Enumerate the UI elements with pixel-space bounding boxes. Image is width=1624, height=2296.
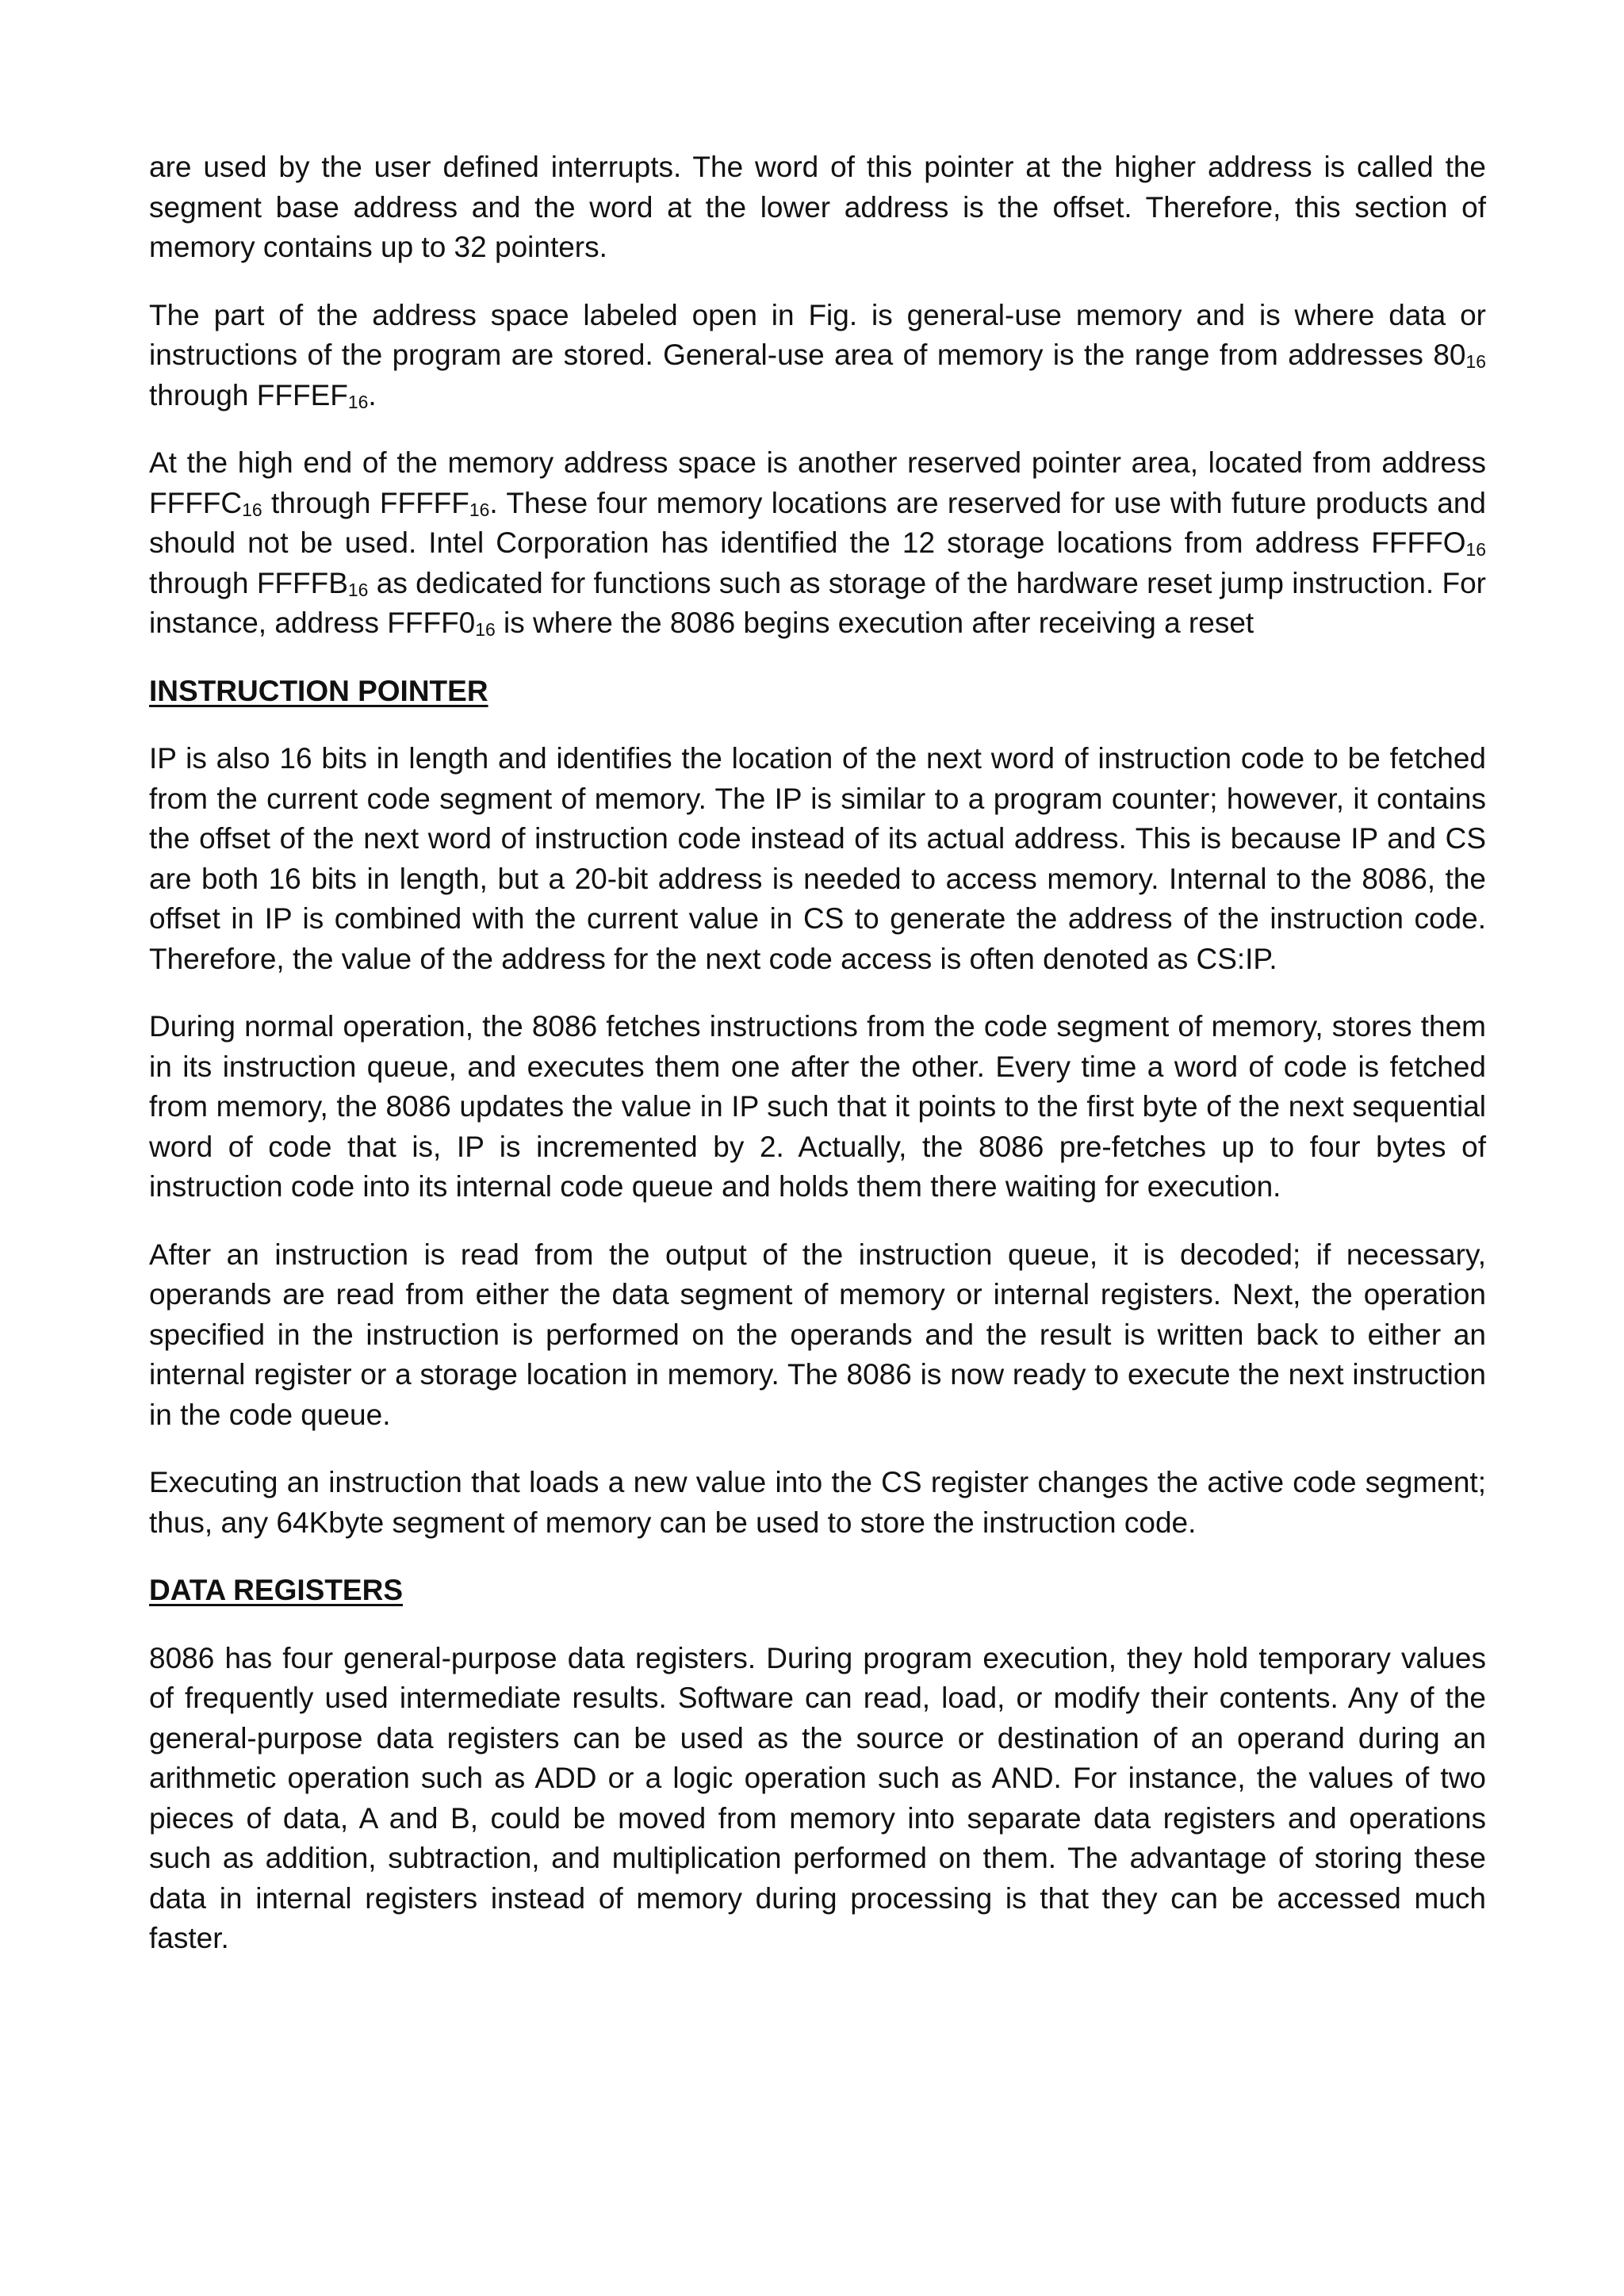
document-page xyxy=(149,147,1486,1987)
subscript: 16 xyxy=(469,499,490,520)
text-run: . xyxy=(368,378,377,411)
paragraph-reserved-pointer-area xyxy=(149,443,1486,644)
subscript: 16 xyxy=(475,619,496,641)
paragraph-normal-operation: During normal operation, the 8086 fetches instructions from the code segment of memory, stores them in its instruction queue, and executes them one after the other. Every time a word of code is fetched from memory, the 8086 updates the value in IP such that it points to the first byte of the next sequential word of code that is, IP is incremented by 2. Actually, the 8086 pre-fetches up to four bytes of instruction code into its internal code queue and holds them there waiting for execution. xyxy=(149,1010,1486,1203)
paragraph-interrupt-pointers: are used by the user defined interrupts. The word of this pointer at the higher address is called the segment base address and the word at the lower address is the offset. Therefore, this section of memory contains up to 32 pointers. xyxy=(149,151,1486,263)
subscript: 16 xyxy=(347,579,369,600)
text-run: is where the 8086 begins execution after receiving a reset xyxy=(495,607,1254,639)
text-run: . These four memory locations are reserved for use with future products and should not be used. Intel Corporation has identified the 12 storage locations from address FFFFO xyxy=(149,486,1486,559)
paragraph-data-registers: 8086 has four general-purpose data registers. During program execution, they hold temporary values of frequently used intermediate results. Software can read, load, or modify their contents. Any of the general-purpose data registers can be used as the source or destination of an operand during an arithmetic operation such as ADD or a logic operation such as AND. For instance, the values of two pieces of data, A and B, could be moved from memory into separate data registers and operations such as addition, subtraction, and multiplication performed on them. The advantage of storing these data in internal registers instead of memory during processing is that they can be accessed much faster. xyxy=(149,1641,1486,1954)
text-run: through FFFEF xyxy=(149,378,348,411)
paragraph-general-use-memory xyxy=(149,296,1486,416)
text-run: At the high end of the memory address space is another reserved pointer area, located from address FFFFC xyxy=(149,446,1486,519)
subscript: 16 xyxy=(347,391,369,412)
paragraph-cs-register: Executing an instruction that loads a new value into the CS register changes the active code segment; thus, any 64Kbyte segment of memory can be used to store the instruction code. xyxy=(149,1466,1486,1539)
subscript: 16 xyxy=(1465,539,1486,561)
subscript: 16 xyxy=(242,499,262,520)
text-run: The part of the address space labeled open in Fig. is general-use memory and is where data or instructions of the program are stored. General-use area of memory is the range from addresses 80 xyxy=(149,298,1486,371)
text-run: through FFFFB xyxy=(149,566,348,599)
text-run: as dedicated for functions such as storage of the hardware reset jump instruction. For instance, address FFFF0 xyxy=(149,566,1486,639)
text-run: through FFFFF xyxy=(262,486,469,519)
paragraph-ip-description: IP is also 16 bits in length and identifies the location of the next word of instruction code to be fetched from the current code segment of memory. The IP is similar to a program counter; however, it contains the offset of the next word of instruction code instead of its actual address. This is because IP and CS are both 16 bits in length, but a 20-bit address is needed to access memory. Internal to the 8086, the offset in IP is combined with the current value in CS to generate the address of the instruction code. Therefore, the value of the address for the next code access is often denoted as CS:IP. xyxy=(149,742,1486,975)
heading-data-registers: DATA REGISTERS xyxy=(149,1574,403,1606)
paragraph-instruction-decode: After an instruction is read from the output of the instruction queue, it is decoded; if necessary, operands are read from either the data segment of memory or internal registers. Next, the operation specified in the instruction is performed on the operands and the result is written back to either an internal register or a storage location in memory. The 8086 is now ready to execute the next instruction in the code queue. xyxy=(149,1238,1486,1431)
subscript: 16 xyxy=(1465,351,1486,373)
heading-instruction-pointer: INSTRUCTION POINTER xyxy=(149,674,488,707)
